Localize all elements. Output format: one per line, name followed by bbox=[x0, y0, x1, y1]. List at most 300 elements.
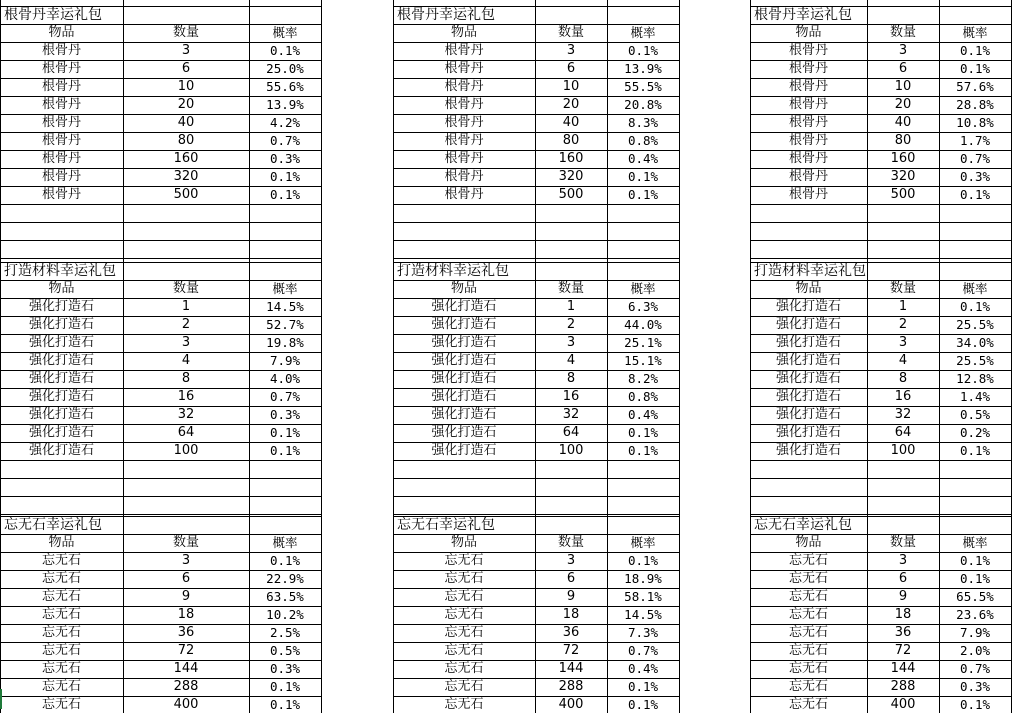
grid-line-horizontal bbox=[750, 258, 1012, 259]
probability-cell: 0.8% bbox=[627, 133, 659, 148]
quantity-cell: 3 bbox=[898, 553, 908, 568]
item-name-cell: 根骨丹 bbox=[41, 133, 81, 148]
quantity-cell: 9 bbox=[566, 589, 576, 604]
section-title: 忘无石幸运礼包 bbox=[754, 517, 852, 533]
probability-cell: 13.9% bbox=[624, 61, 662, 76]
column-header: 概率 bbox=[272, 535, 298, 550]
probability-cell: 0.5% bbox=[959, 407, 991, 422]
probability-cell: 2.0% bbox=[959, 643, 991, 658]
item-name-cell: 忘无石 bbox=[788, 661, 828, 676]
column-header: 数量 bbox=[557, 535, 584, 550]
section-title: 忘无石幸运礼包 bbox=[4, 517, 102, 533]
quantity-cell: 6 bbox=[181, 61, 191, 76]
item-name-cell: 忘无石 bbox=[41, 697, 81, 712]
probability-cell: 25.5% bbox=[956, 353, 994, 368]
column-header: 物品 bbox=[795, 281, 822, 296]
item-name-cell: 强化打造石 bbox=[28, 299, 94, 314]
item-name-cell: 强化打造石 bbox=[431, 335, 497, 350]
quantity-cell: 288 bbox=[558, 679, 584, 694]
quantity-cell: 6 bbox=[898, 61, 908, 76]
column-header: 物品 bbox=[48, 535, 75, 550]
quantity-cell: 36 bbox=[562, 625, 580, 640]
quantity-cell: 10 bbox=[177, 79, 195, 94]
quantity-cell: 8 bbox=[566, 371, 576, 386]
probability-cell: 2.5% bbox=[269, 625, 301, 640]
quantity-cell: 36 bbox=[894, 625, 912, 640]
quantity-cell: 320 bbox=[173, 169, 199, 184]
item-name-cell: 忘无石 bbox=[41, 625, 81, 640]
quantity-cell: 3 bbox=[181, 335, 191, 350]
quantity-cell: 32 bbox=[894, 407, 912, 422]
quantity-cell: 4 bbox=[181, 353, 191, 368]
probability-cell: 0.1% bbox=[627, 187, 659, 202]
grid-line-horizontal bbox=[750, 460, 1012, 461]
section-title: 忘无石幸运礼包 bbox=[397, 517, 495, 533]
probability-cell: 0.1% bbox=[959, 43, 991, 58]
item-name-cell: 根骨丹 bbox=[444, 187, 484, 202]
quantity-cell: 16 bbox=[177, 389, 195, 404]
probability-cell: 7.3% bbox=[627, 625, 659, 640]
item-name-cell: 根骨丹 bbox=[788, 151, 828, 166]
probability-cell: 0.1% bbox=[269, 697, 301, 712]
probability-cell: 0.1% bbox=[269, 553, 301, 568]
probability-cell: 1.7% bbox=[959, 133, 991, 148]
quantity-cell: 100 bbox=[173, 443, 199, 458]
grid-line-horizontal bbox=[0, 514, 322, 515]
probability-cell: 18.9% bbox=[624, 571, 662, 586]
probability-cell: 4.0% bbox=[269, 371, 301, 386]
probability-cell: 0.7% bbox=[269, 389, 301, 404]
probability-cell: 12.8% bbox=[956, 371, 994, 386]
item-name-cell: 根骨丹 bbox=[788, 187, 828, 202]
column-header: 数量 bbox=[557, 25, 584, 40]
item-name-cell: 忘无石 bbox=[444, 589, 484, 604]
item-name-cell: 强化打造石 bbox=[775, 335, 841, 350]
probability-cell: 0.3% bbox=[269, 151, 301, 166]
column-header: 概率 bbox=[962, 535, 988, 550]
probability-cell: 0.7% bbox=[959, 661, 991, 676]
probability-cell: 0.7% bbox=[627, 643, 659, 658]
quantity-cell: 18 bbox=[562, 607, 580, 622]
column-header: 数量 bbox=[172, 535, 199, 550]
grid-line-horizontal bbox=[750, 514, 1012, 515]
item-name-cell: 忘无石 bbox=[788, 589, 828, 604]
quantity-cell: 80 bbox=[177, 133, 195, 148]
probability-cell: 57.6% bbox=[956, 79, 994, 94]
item-name-cell: 根骨丹 bbox=[41, 43, 81, 58]
quantity-cell: 6 bbox=[566, 571, 576, 586]
quantity-cell: 9 bbox=[898, 589, 908, 604]
probability-cell: 0.3% bbox=[269, 407, 301, 422]
item-name-cell: 强化打造石 bbox=[28, 317, 94, 332]
grid-line-horizontal bbox=[750, 496, 1012, 497]
active-cell-indicator bbox=[0, 689, 2, 709]
quantity-cell: 40 bbox=[894, 115, 912, 130]
quantity-cell: 3 bbox=[181, 43, 191, 58]
column-header: 概率 bbox=[962, 25, 988, 40]
item-name-cell: 根骨丹 bbox=[788, 43, 828, 58]
quantity-cell: 64 bbox=[894, 425, 912, 440]
quantity-cell: 6 bbox=[181, 571, 191, 586]
probability-cell: 44.0% bbox=[624, 317, 662, 332]
item-name-cell: 强化打造石 bbox=[28, 353, 94, 368]
item-name-cell: 强化打造石 bbox=[28, 389, 94, 404]
probability-cell: 22.9% bbox=[266, 571, 304, 586]
probability-cell: 0.1% bbox=[627, 443, 659, 458]
probability-cell: 0.1% bbox=[959, 61, 991, 76]
quantity-cell: 100 bbox=[558, 443, 584, 458]
quantity-cell: 20 bbox=[894, 97, 912, 112]
quantity-cell: 288 bbox=[890, 679, 916, 694]
probability-cell: 7.9% bbox=[269, 353, 301, 368]
item-name-cell: 强化打造石 bbox=[28, 407, 94, 422]
probability-cell: 55.6% bbox=[266, 79, 304, 94]
item-name-cell: 根骨丹 bbox=[41, 187, 81, 202]
item-name-cell: 强化打造石 bbox=[775, 443, 841, 458]
grid-line-horizontal bbox=[750, 240, 1012, 241]
grid-line-horizontal bbox=[0, 222, 322, 223]
item-name-cell: 忘无石 bbox=[444, 661, 484, 676]
column-header: 数量 bbox=[889, 25, 916, 40]
quantity-cell: 64 bbox=[562, 425, 580, 440]
probability-cell: 55.5% bbox=[624, 79, 662, 94]
probability-cell: 0.1% bbox=[269, 169, 301, 184]
quantity-cell: 1 bbox=[566, 299, 576, 314]
item-name-cell: 强化打造石 bbox=[28, 371, 94, 386]
column-header: 概率 bbox=[630, 281, 656, 296]
section-title: 打造材料幸运礼包 bbox=[4, 263, 116, 279]
column-header: 数量 bbox=[889, 281, 916, 296]
grid-line-horizontal bbox=[393, 204, 680, 205]
quantity-cell: 32 bbox=[562, 407, 580, 422]
grid-line-horizontal bbox=[0, 204, 322, 205]
item-name-cell: 根骨丹 bbox=[41, 97, 81, 112]
quantity-cell: 400 bbox=[173, 697, 199, 712]
section-title: 打造材料幸运礼包 bbox=[397, 263, 509, 279]
item-name-cell: 忘无石 bbox=[444, 679, 484, 694]
column-header: 数量 bbox=[557, 281, 584, 296]
item-name-cell: 根骨丹 bbox=[41, 115, 81, 130]
column-header: 物品 bbox=[48, 281, 75, 296]
probability-cell: 0.1% bbox=[269, 443, 301, 458]
probability-cell: 52.7% bbox=[266, 317, 304, 332]
probability-cell: 7.9% bbox=[959, 625, 991, 640]
quantity-cell: 2 bbox=[566, 317, 576, 332]
grid-line-horizontal bbox=[750, 204, 1012, 205]
probability-cell: 8.3% bbox=[627, 115, 659, 130]
probability-cell: 0.5% bbox=[269, 643, 301, 658]
probability-cell: 0.3% bbox=[959, 679, 991, 694]
probability-cell: 0.1% bbox=[627, 679, 659, 694]
item-name-cell: 忘无石 bbox=[788, 625, 828, 640]
probability-cell: 0.1% bbox=[269, 43, 301, 58]
column-header: 数量 bbox=[172, 281, 199, 296]
item-name-cell: 根骨丹 bbox=[788, 115, 828, 130]
quantity-cell: 18 bbox=[177, 607, 195, 622]
probability-cell: 34.0% bbox=[956, 335, 994, 350]
item-name-cell: 根骨丹 bbox=[444, 43, 484, 58]
probability-cell: 63.5% bbox=[266, 589, 304, 604]
quantity-cell: 4 bbox=[898, 353, 908, 368]
item-name-cell: 强化打造石 bbox=[28, 335, 94, 350]
item-name-cell: 忘无石 bbox=[41, 589, 81, 604]
item-name-cell: 强化打造石 bbox=[775, 371, 841, 386]
item-name-cell: 强化打造石 bbox=[775, 353, 841, 368]
column-header: 概率 bbox=[630, 25, 656, 40]
column-header: 物品 bbox=[48, 25, 75, 40]
quantity-cell: 3 bbox=[566, 553, 576, 568]
quantity-cell: 160 bbox=[173, 151, 199, 166]
item-name-cell: 强化打造石 bbox=[431, 353, 497, 368]
table-block bbox=[750, 0, 1012, 713]
probability-cell: 0.4% bbox=[627, 407, 659, 422]
item-name-cell: 忘无石 bbox=[444, 553, 484, 568]
probability-cell: 14.5% bbox=[266, 299, 304, 314]
quantity-cell: 20 bbox=[177, 97, 195, 112]
probability-cell: 0.1% bbox=[959, 443, 991, 458]
section-title: 打造材料幸运礼包 bbox=[754, 263, 866, 279]
item-name-cell: 强化打造石 bbox=[775, 407, 841, 422]
probability-cell: 58.1% bbox=[624, 589, 662, 604]
quantity-cell: 80 bbox=[562, 133, 580, 148]
probability-cell: 0.1% bbox=[627, 553, 659, 568]
quantity-cell: 4 bbox=[566, 353, 576, 368]
quantity-cell: 1 bbox=[181, 299, 191, 314]
quantity-cell: 20 bbox=[562, 97, 580, 112]
item-name-cell: 根骨丹 bbox=[788, 61, 828, 76]
quantity-cell: 400 bbox=[558, 697, 584, 712]
item-name-cell: 根骨丹 bbox=[788, 133, 828, 148]
item-name-cell: 忘无石 bbox=[41, 643, 81, 658]
item-name-cell: 强化打造石 bbox=[775, 389, 841, 404]
probability-cell: 13.9% bbox=[266, 97, 304, 112]
grid-line-horizontal bbox=[393, 258, 680, 259]
probability-cell: 25.1% bbox=[624, 335, 662, 350]
item-name-cell: 忘无石 bbox=[444, 571, 484, 586]
item-name-cell: 强化打造石 bbox=[775, 425, 841, 440]
probability-cell: 15.1% bbox=[624, 353, 662, 368]
probability-cell: 8.2% bbox=[627, 371, 659, 386]
item-name-cell: 强化打造石 bbox=[28, 443, 94, 458]
quantity-cell: 144 bbox=[890, 661, 916, 676]
column-header: 概率 bbox=[272, 281, 298, 296]
item-name-cell: 根骨丹 bbox=[788, 97, 828, 112]
column-header: 数量 bbox=[889, 535, 916, 550]
quantity-cell: 3 bbox=[898, 43, 908, 58]
item-name-cell: 忘无石 bbox=[788, 571, 828, 586]
probability-cell: 23.6% bbox=[956, 607, 994, 622]
column-header: 概率 bbox=[630, 535, 656, 550]
grid-line-horizontal bbox=[0, 496, 322, 497]
item-name-cell: 忘无石 bbox=[788, 607, 828, 622]
quantity-cell: 80 bbox=[894, 133, 912, 148]
quantity-cell: 500 bbox=[173, 187, 199, 202]
quantity-cell: 288 bbox=[173, 679, 199, 694]
section-title: 根骨丹幸运礼包 bbox=[4, 7, 102, 23]
quantity-cell: 10 bbox=[562, 79, 580, 94]
item-name-cell: 忘无石 bbox=[444, 643, 484, 658]
probability-cell: 0.4% bbox=[627, 661, 659, 676]
grid-line-horizontal bbox=[393, 514, 680, 515]
quantity-cell: 3 bbox=[898, 335, 908, 350]
probability-cell: 10.2% bbox=[266, 607, 304, 622]
quantity-cell: 40 bbox=[562, 115, 580, 130]
grid-line-horizontal bbox=[0, 258, 322, 259]
probability-cell: 0.1% bbox=[627, 697, 659, 712]
grid-line-horizontal bbox=[750, 222, 1012, 223]
probability-cell: 0.1% bbox=[959, 299, 991, 314]
item-name-cell: 根骨丹 bbox=[41, 169, 81, 184]
column-header: 物品 bbox=[450, 535, 477, 550]
probability-cell: 4.2% bbox=[269, 115, 301, 130]
grid-line-horizontal bbox=[0, 460, 322, 461]
quantity-cell: 2 bbox=[898, 317, 908, 332]
quantity-cell: 160 bbox=[890, 151, 916, 166]
probability-cell: 0.4% bbox=[627, 151, 659, 166]
probability-cell: 0.1% bbox=[959, 187, 991, 202]
grid-line-horizontal bbox=[393, 460, 680, 461]
item-name-cell: 强化打造石 bbox=[431, 299, 497, 314]
quantity-cell: 8 bbox=[898, 371, 908, 386]
quantity-cell: 144 bbox=[558, 661, 584, 676]
quantity-cell: 32 bbox=[177, 407, 195, 422]
column-header: 概率 bbox=[962, 281, 988, 296]
quantity-cell: 10 bbox=[894, 79, 912, 94]
item-name-cell: 忘无石 bbox=[41, 553, 81, 568]
quantity-cell: 9 bbox=[181, 589, 191, 604]
grid-line-horizontal bbox=[393, 222, 680, 223]
probability-cell: 0.1% bbox=[959, 571, 991, 586]
column-header: 数量 bbox=[172, 25, 199, 40]
item-name-cell: 忘无石 bbox=[788, 553, 828, 568]
quantity-cell: 144 bbox=[173, 661, 199, 676]
quantity-cell: 36 bbox=[177, 625, 195, 640]
quantity-cell: 6 bbox=[566, 61, 576, 76]
quantity-cell: 3 bbox=[566, 43, 576, 58]
probability-cell: 0.2% bbox=[959, 425, 991, 440]
quantity-cell: 320 bbox=[558, 169, 584, 184]
probability-cell: 0.1% bbox=[627, 169, 659, 184]
quantity-cell: 100 bbox=[890, 443, 916, 458]
quantity-cell: 500 bbox=[890, 187, 916, 202]
probability-cell: 6.3% bbox=[627, 299, 659, 314]
table-block bbox=[0, 0, 322, 713]
quantity-cell: 72 bbox=[562, 643, 580, 658]
item-name-cell: 忘无石 bbox=[444, 607, 484, 622]
item-name-cell: 忘无石 bbox=[788, 679, 828, 694]
item-name-cell: 根骨丹 bbox=[444, 97, 484, 112]
grid-line-horizontal bbox=[393, 478, 680, 479]
probability-cell: 0.1% bbox=[627, 43, 659, 58]
item-name-cell: 根骨丹 bbox=[41, 61, 81, 76]
grid-line-horizontal bbox=[393, 240, 680, 241]
probability-cell: 19.8% bbox=[266, 335, 304, 350]
probability-cell: 25.0% bbox=[266, 61, 304, 76]
item-name-cell: 根骨丹 bbox=[444, 115, 484, 130]
probability-cell: 0.8% bbox=[627, 389, 659, 404]
quantity-cell: 16 bbox=[562, 389, 580, 404]
column-header: 物品 bbox=[450, 25, 477, 40]
probability-cell: 0.3% bbox=[269, 661, 301, 676]
quantity-cell: 72 bbox=[894, 643, 912, 658]
item-name-cell: 忘无石 bbox=[788, 697, 828, 712]
probability-cell: 10.8% bbox=[956, 115, 994, 130]
probability-cell: 0.3% bbox=[959, 169, 991, 184]
quantity-cell: 320 bbox=[890, 169, 916, 184]
probability-cell: 0.1% bbox=[959, 697, 991, 712]
probability-cell: 28.8% bbox=[956, 97, 994, 112]
item-name-cell: 忘无石 bbox=[444, 697, 484, 712]
table-block bbox=[393, 0, 680, 713]
item-name-cell: 强化打造石 bbox=[431, 407, 497, 422]
probability-cell: 0.7% bbox=[269, 133, 301, 148]
item-name-cell: 根骨丹 bbox=[41, 151, 81, 166]
item-name-cell: 根骨丹 bbox=[41, 79, 81, 94]
probability-cell: 14.5% bbox=[624, 607, 662, 622]
item-name-cell: 忘无石 bbox=[788, 643, 828, 658]
item-name-cell: 根骨丹 bbox=[788, 79, 828, 94]
quantity-cell: 400 bbox=[890, 697, 916, 712]
item-name-cell: 根骨丹 bbox=[444, 61, 484, 76]
section-title: 根骨丹幸运礼包 bbox=[754, 7, 852, 23]
item-name-cell: 强化打造石 bbox=[775, 299, 841, 314]
probability-cell: 1.4% bbox=[959, 389, 991, 404]
item-name-cell: 根骨丹 bbox=[444, 79, 484, 94]
quantity-cell: 40 bbox=[177, 115, 195, 130]
item-name-cell: 强化打造石 bbox=[775, 317, 841, 332]
item-name-cell: 忘无石 bbox=[41, 571, 81, 586]
item-name-cell: 强化打造石 bbox=[28, 425, 94, 440]
item-name-cell: 忘无石 bbox=[41, 607, 81, 622]
quantity-cell: 6 bbox=[898, 571, 908, 586]
quantity-cell: 16 bbox=[894, 389, 912, 404]
item-name-cell: 根骨丹 bbox=[788, 169, 828, 184]
probability-cell: 0.1% bbox=[269, 187, 301, 202]
quantity-cell: 500 bbox=[558, 187, 584, 202]
item-name-cell: 强化打造石 bbox=[431, 317, 497, 332]
quantity-cell: 72 bbox=[177, 643, 195, 658]
quantity-cell: 8 bbox=[181, 371, 191, 386]
column-header: 物品 bbox=[795, 535, 822, 550]
column-header: 物品 bbox=[795, 25, 822, 40]
grid-line-horizontal bbox=[393, 496, 680, 497]
column-header: 物品 bbox=[450, 281, 477, 296]
probability-cell: 0.1% bbox=[627, 425, 659, 440]
item-name-cell: 强化打造石 bbox=[431, 371, 497, 386]
item-name-cell: 忘无石 bbox=[41, 661, 81, 676]
quantity-cell: 2 bbox=[181, 317, 191, 332]
quantity-cell: 1 bbox=[898, 299, 908, 314]
probability-cell: 65.5% bbox=[956, 589, 994, 604]
item-name-cell: 强化打造石 bbox=[431, 443, 497, 458]
item-name-cell: 强化打造石 bbox=[431, 425, 497, 440]
section-title: 根骨丹幸运礼包 bbox=[397, 7, 495, 23]
probability-cell: 0.7% bbox=[959, 151, 991, 166]
item-name-cell: 强化打造石 bbox=[431, 389, 497, 404]
grid-line-horizontal bbox=[0, 240, 322, 241]
probability-cell: 0.1% bbox=[269, 679, 301, 694]
column-header: 概率 bbox=[272, 25, 298, 40]
probability-cell: 0.1% bbox=[269, 425, 301, 440]
item-name-cell: 根骨丹 bbox=[444, 151, 484, 166]
quantity-cell: 3 bbox=[181, 553, 191, 568]
quantity-cell: 3 bbox=[566, 335, 576, 350]
quantity-cell: 64 bbox=[177, 425, 195, 440]
item-name-cell: 根骨丹 bbox=[444, 133, 484, 148]
quantity-cell: 160 bbox=[558, 151, 584, 166]
probability-cell: 20.8% bbox=[624, 97, 662, 112]
item-name-cell: 忘无石 bbox=[444, 625, 484, 640]
